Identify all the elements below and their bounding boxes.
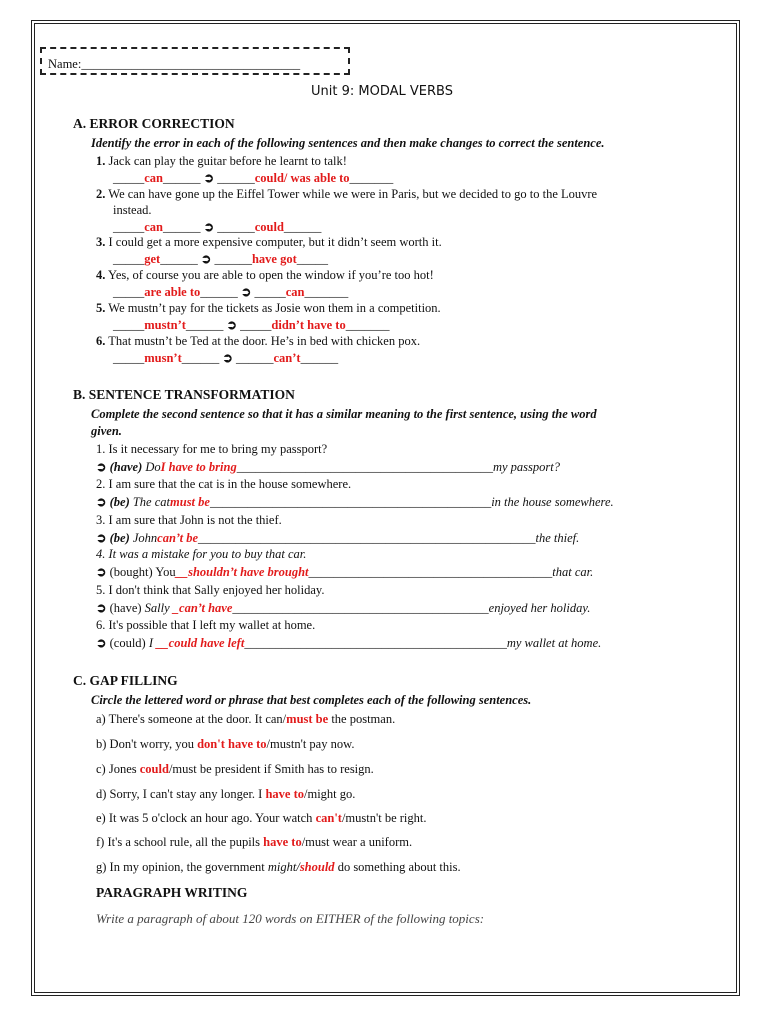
source-sentence: 5. I don't think that Sally enjoyed her holiday. [96,583,325,597]
arrow-icon: ➲ [96,460,110,474]
item-text: e) It was 5 o'clock an hour ago. Your watch [96,811,316,825]
sentence-start: The cat [129,495,171,509]
answer: can’t be [157,531,199,545]
blank: ______ [163,171,201,185]
key-word: (be) [109,531,130,545]
error-word: get [144,252,161,266]
key-word: (be) [109,495,130,509]
blank: ______ [300,351,339,365]
gap-fill-item [96,712,395,727]
arrow-icon: ➲ [237,285,252,299]
section-b-instruction-line1: Complete the second sentence so that it has a similar meaning to the first sentence, using the word [91,407,597,421]
blank: ______ [214,220,255,234]
item-text: do something about this. [334,860,461,874]
gap-fill-item [96,787,355,802]
arrow-icon: ➲ [200,220,215,234]
arrow-icon: ➲ [96,495,110,509]
question-text: Yes, of course you are able to open the window if you’re too hot! [108,268,434,282]
blank: _____ [251,285,286,299]
transformation-line [96,459,560,475]
name-field[interactable]: Name:___________________________________ [48,57,301,71]
blank: ______ [185,318,224,332]
page-title: Unit 9: MODAL VERBS [311,84,453,99]
correction-word: didn’t have to [271,318,346,332]
blank: _________________________________________ [232,601,489,615]
sentence-end: my wallet at home. [506,636,602,650]
blank: ______ [283,220,322,234]
answer: _can’t have [172,601,233,615]
answer-line [113,170,393,186]
source-sentence: 6. It's possible that I left my wallet at home. [96,618,316,632]
arrow-icon: ➲ [96,601,110,615]
key-word: (have) [109,460,143,474]
key-word: (bought) [109,565,153,579]
arrow-icon: ➲ [96,531,110,545]
transformation-line [96,494,614,510]
question-line [96,235,442,250]
section-b-instruction-line2: given. [91,424,122,438]
error-word: are able to [144,285,201,299]
blank: ______ [163,220,201,234]
blank: _________________________________________ [236,460,493,474]
blank: ______ [181,351,220,365]
item-text: the postman. [328,712,396,726]
blank: _______________________________________ [308,565,553,579]
answer-line [113,350,338,366]
blank: _______ [345,318,390,332]
blank: ______ [160,252,198,266]
gap-fill-item [96,762,374,777]
question-number: 6. [96,334,106,348]
question-text: Jack can play the guitar before he learnt to talk! [108,154,347,168]
question-line [96,268,434,283]
question-text: We mustn’t pay for the tickets as Josie won them in a competition. [108,301,441,315]
question-number: 2. [96,187,106,201]
blank: _____ [296,252,328,266]
section-c-heading: C. GAP FILLING [73,673,178,688]
question-number: 5. [96,301,106,315]
question-text: That mustn’t be Ted at the door. He’s in bed with chicken pox. [108,334,421,348]
blank: _____ [113,171,145,185]
option: might/ [267,860,300,874]
key-word: (could) [109,636,146,650]
item-text: a) There's someone at the door. It can/ [96,712,287,726]
answer-line [113,251,328,267]
error-word: can [144,220,163,234]
sentence-end: the thief. [535,531,580,545]
transformation-line [96,530,579,546]
correction-word: could/ was able to [254,171,350,185]
item-text: d) Sorry, I can't stay any longer. I [96,787,266,801]
section-a-instruction: Identify the error in each of the following sentences and then make changes to correct the sentence. [91,136,605,150]
chosen-option: don't have to [197,737,267,751]
item-text: f) It's a school rule, all the pupils [96,835,264,849]
question-number: 1. [96,154,106,168]
sentence-start: You [152,565,176,579]
answer-line [113,317,389,333]
gap-fill-item [96,737,354,752]
transformation-line [96,564,593,580]
arrow-icon: ➲ [200,171,215,185]
sentence-end: enjoyed her holiday. [488,601,591,615]
blank: _______ [349,171,394,185]
blank: _____ [237,318,272,332]
arrow-icon: ➲ [223,318,238,332]
section-a-heading: A. ERROR CORRECTION [73,116,235,131]
sentence-start: I [145,636,157,650]
item-text: b) Don't worry, you [96,737,198,751]
sentence-end: in the house somewhere. [491,495,614,509]
key-word: (have) [109,601,142,615]
error-word: can [144,171,163,185]
error-word: mustn’t [144,318,186,332]
chosen-option: have to [265,787,304,801]
item-text: g) In my opinion, the government [96,860,268,874]
gap-fill-item [96,811,427,826]
answer: __shouldn’t have brought [175,565,309,579]
blank: _____ [113,220,145,234]
question-number: 3. [96,235,106,249]
chosen-option: must be [286,712,329,726]
source-sentence: 1. Is it necessary for me to bring my passport? [96,442,328,456]
section-c-instruction: Circle the lettered word or phrase that best completes each of the following sentences. [91,693,532,707]
arrow-icon: ➲ [219,351,233,365]
blank: _____ [113,252,145,266]
question-text: I could get a more expensive computer, but it didn’t seem worth it. [108,235,442,249]
chosen-option: could [139,762,169,776]
blank: _____ [113,285,145,299]
item-text: /must be president if Smith has to resign. [168,762,374,776]
chosen-option: should [299,860,335,874]
correction-word: can [285,285,305,299]
sentence-start: Sally [141,601,173,615]
section-d-heading: PARAGRAPH WRITING [96,885,248,900]
blank: ______ [200,285,238,299]
answer: __could have left [156,636,245,650]
correction-word: can’t [273,351,301,365]
blank: _____________________________________________ [209,495,492,509]
item-text: /might go. [304,787,356,801]
error-word: musn’t [144,351,182,365]
source-sentence: 2. I am sure that the cat is in the house somewhere. [96,477,352,491]
item-text: c) Jones [96,762,140,776]
answer: must be [170,495,210,509]
item-text: /mustn't be right. [341,811,427,825]
gap-fill-item [96,860,461,875]
arrow-icon: ➲ [96,636,110,650]
question-text: We can have gone up the Eiffel Tower while we were in Paris, but we decided to go to the Louvre [108,187,598,201]
correction-word: could [254,220,284,234]
answer: I have to bring [160,460,237,474]
sentence-end: that car. [552,565,594,579]
section-d-instruction: Write a paragraph of about 120 words on EITHER of the following topics: [96,911,485,926]
gap-fill-item [96,835,412,850]
blank: _______ [304,285,349,299]
sentence-start: Do [142,460,161,474]
source-sentence: 4. It was a mistake for you to buy that car. [96,547,307,561]
section-b-heading: B. SENTENCE TRANSFORMATION [73,387,295,402]
blank: ______ [214,171,255,185]
question-line [96,154,347,169]
blank: ______ [232,351,274,365]
chosen-option: have to [263,835,302,849]
sentence-end: my passport? [492,460,560,474]
arrow-icon: ➲ [96,565,110,579]
blank: _____ [113,318,145,332]
blank: _____ [113,351,145,365]
source-sentence: 3. I am sure that John is not the thief. [96,513,282,527]
item-text: /must wear a uniform. [301,835,413,849]
sentence-start: John [129,531,158,545]
question-text-continued: instead. [113,203,152,217]
transformation-line [96,600,590,616]
question-line [96,334,420,349]
blank: __________________________________________ [244,636,507,650]
transformation-line [96,635,601,651]
question-line [96,187,597,202]
answer-line [113,284,348,300]
answer-line [113,219,321,235]
blank: ______________________________________________________ [198,531,536,545]
correction-word: have got [251,252,297,266]
question-line [96,301,441,316]
blank: ______ [211,252,252,266]
question-number: 4. [96,268,106,282]
arrow-icon: ➲ [197,252,212,266]
chosen-option: can't [315,811,342,825]
item-text: /mustn't pay now. [266,737,355,751]
